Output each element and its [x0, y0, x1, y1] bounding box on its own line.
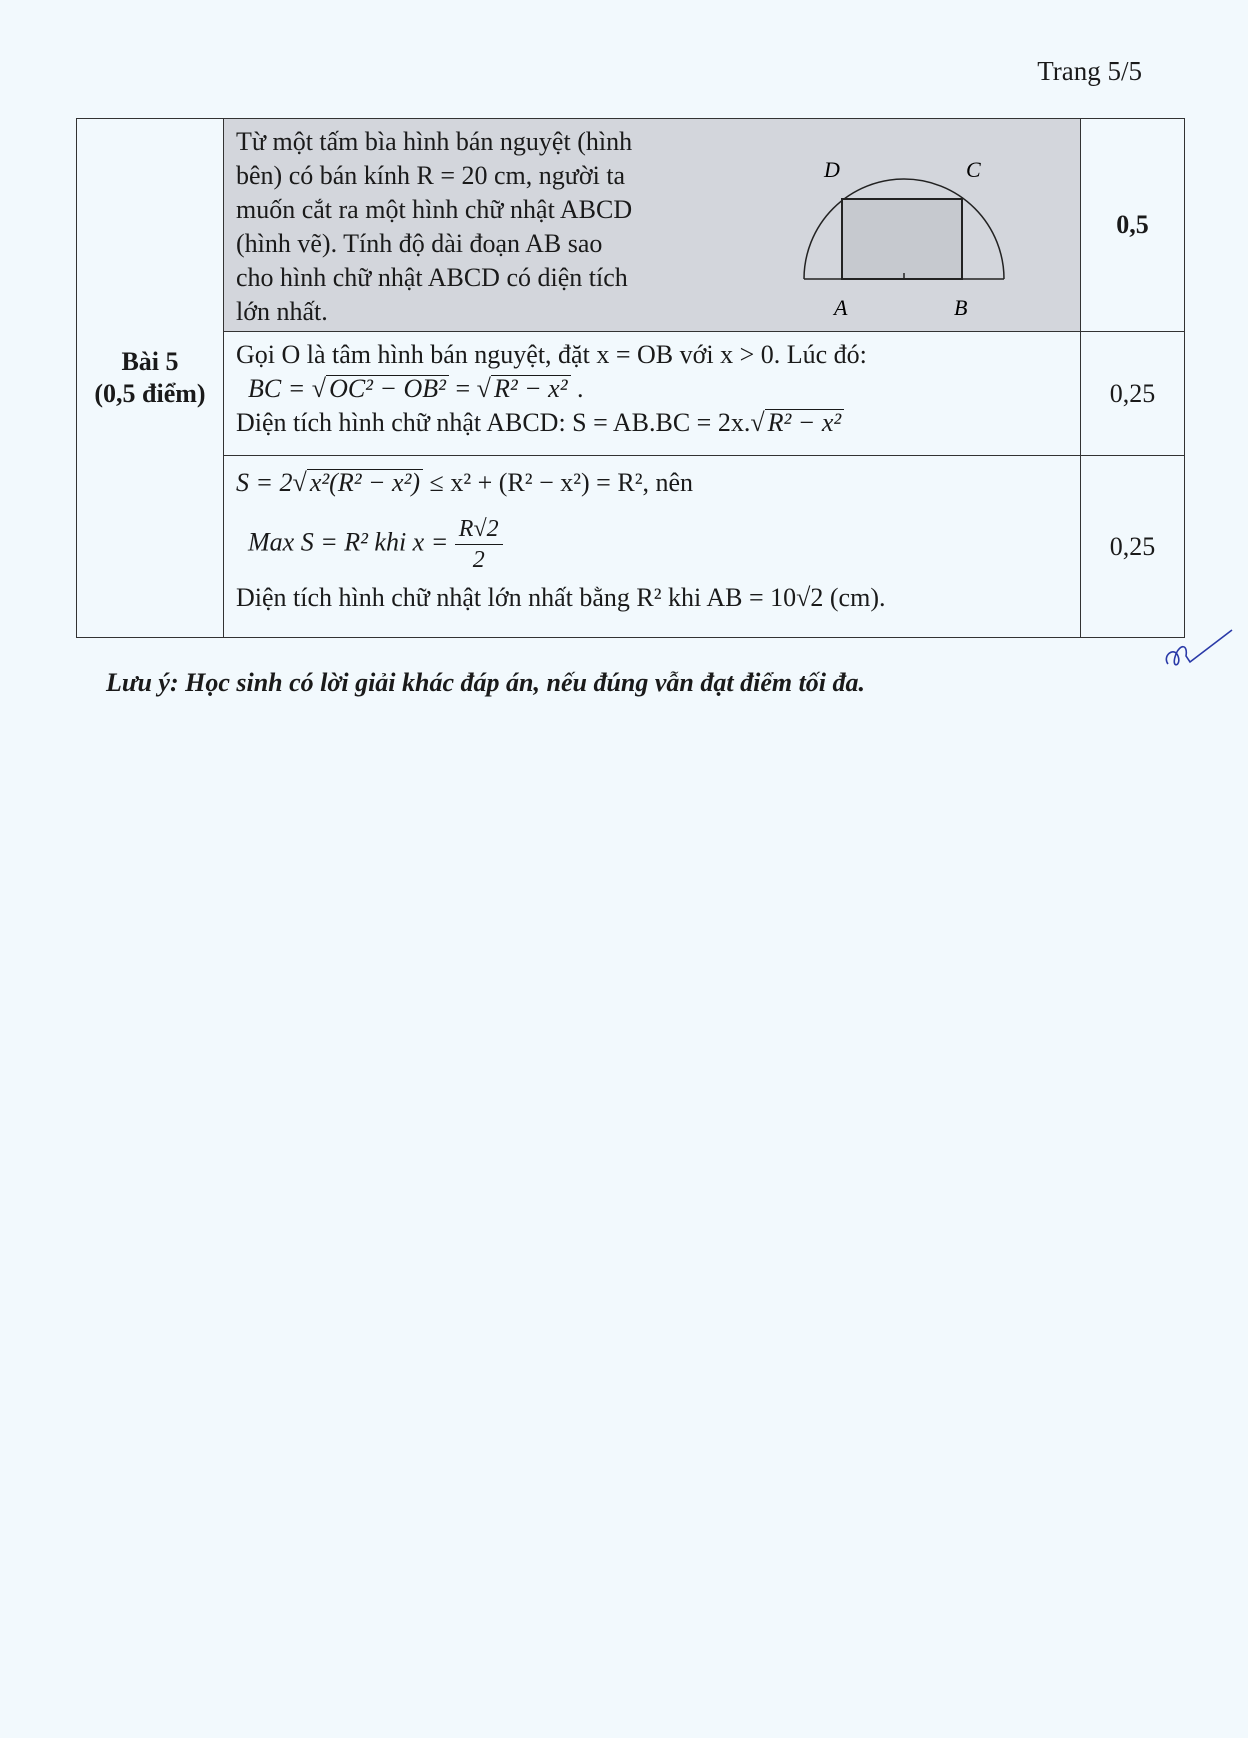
- s-equals: S = 2: [236, 468, 293, 497]
- inequality: ≤ x² + (R² − x²) = R², nên: [423, 468, 694, 497]
- step1-cell: [224, 332, 1081, 456]
- bai-cell: [77, 119, 224, 638]
- max-s: Max S = R² khi x =: [248, 527, 455, 557]
- bai-title: Bài 5: [121, 347, 179, 376]
- page-number: Trang 5/5: [1037, 56, 1142, 86]
- period: .: [570, 374, 584, 403]
- problem-cell: [224, 119, 1081, 332]
- step2-cell: [224, 456, 1081, 638]
- radicand-product: x²(R² − x²): [307, 469, 423, 496]
- label-c: C: [966, 157, 981, 182]
- radicand-oc-ob: OC² − OB²: [326, 375, 449, 402]
- problem-line: (hình vẽ). Tính độ dài đoạn AB sao: [236, 229, 603, 258]
- label-d: D: [824, 157, 840, 182]
- problem-line: muốn cắt ra một hình chữ nhật ABCD: [236, 195, 633, 224]
- problem-line: cho hình chữ nhật ABCD có diện tích: [236, 263, 628, 292]
- problem-line: lớn nhất.: [236, 297, 328, 326]
- fraction-denominator: 2: [472, 547, 485, 573]
- score-problem: 0,5: [1081, 119, 1185, 332]
- semicircle-figure: [784, 147, 1014, 317]
- step1-line1: Gọi O là tâm hình bán nguyệt, đặt x = OB với x > 0. Lúc đó:: [236, 340, 867, 369]
- label-a: A: [834, 295, 848, 317]
- rectangle-abcd: [842, 199, 962, 279]
- problem-line: bên) có bán kính R = 20 cm, người ta: [236, 161, 626, 190]
- step2-line3: Diện tích hình chữ nhật lớn nhất bằng R² khi AB = 10√2 (cm).: [236, 583, 886, 612]
- bai-points: (0,5 điểm): [94, 379, 206, 408]
- fraction: [455, 514, 503, 575]
- equals-sign: =: [448, 374, 477, 403]
- step2-line2: [224, 500, 1080, 575]
- step1-line3: Diện tích hình chữ nhật ABCD: S = AB.BC = 2x.√ R² − x²: [224, 406, 1080, 440]
- problem-line: Từ một tấm bìa hình bán nguyệt (hình: [236, 127, 633, 156]
- signature-mark: [1160, 626, 1240, 676]
- bc-lhs: BC =: [248, 374, 312, 403]
- fraction-numerator: R√2: [455, 514, 503, 545]
- score-step1: 0,25: [1081, 332, 1185, 456]
- answer-table: [76, 118, 1185, 638]
- score-step2: 0,25: [1081, 456, 1185, 638]
- label-b: B: [954, 295, 968, 317]
- note-text: Lưu ý: Học sinh có lời giải khác đáp án, nếu đúng vẫn đạt điểm tối đa.: [106, 668, 866, 697]
- step2-line1: S = 2√ x²(R² − x²) ≤ x² + (R² − x²) = R², nên: [236, 468, 694, 497]
- area-formula: Diện tích hình chữ nhật ABCD: S = AB.BC = 2x.: [236, 408, 751, 437]
- problem-text: [236, 125, 706, 329]
- radicand-r-x: R² − x²: [491, 375, 571, 402]
- step1-line2: BC = √ OC² − OB² = √ R² − x² .: [248, 374, 584, 403]
- radicand-area: R² − x²: [765, 409, 845, 436]
